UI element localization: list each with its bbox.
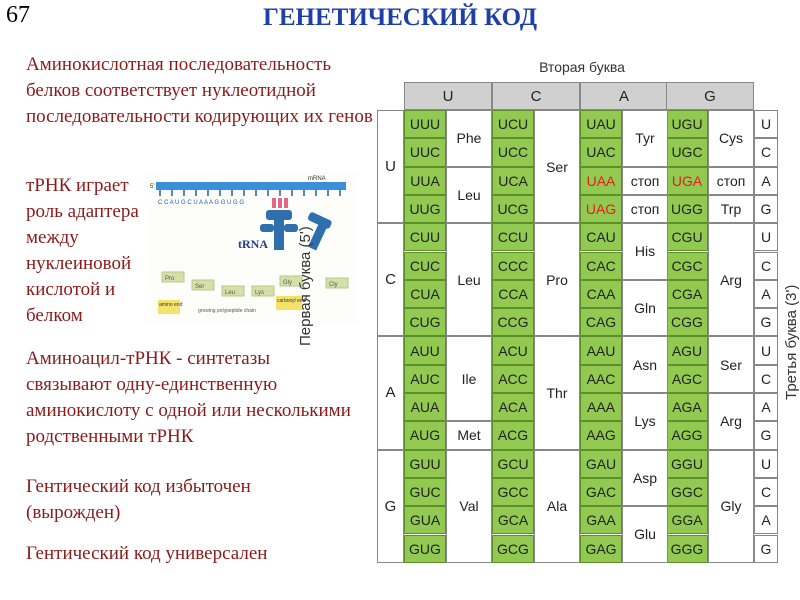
amino-acid-cell: стоп [708, 167, 754, 195]
amino-acid-cell: Thr [534, 336, 580, 449]
codon-cgc: CGC [666, 252, 708, 280]
amino-acid-cell: Met [446, 421, 492, 449]
amino-acid-cell: Ser [534, 110, 580, 223]
paragraph-trna-adapter: тРНК играет роль адаптера между нуклеиновой кислотой и белком [26, 175, 139, 326]
codon-uua: UUA [404, 167, 446, 195]
third-letter-g: G [754, 308, 778, 336]
trna-label: tRNA [238, 237, 268, 251]
trna-diagram [148, 172, 356, 324]
third-letter-u: U [754, 110, 778, 138]
codon-ugu: UGU [666, 110, 708, 138]
codon-auu: AUU [404, 336, 446, 364]
amino-acid-cell: Pro [534, 223, 580, 336]
codon-ggg: GGG [666, 535, 708, 563]
amino-acid-cell: Ala [534, 450, 580, 563]
codon-uac: UAC [580, 138, 622, 166]
second-letter-axis-label: Вторая буква [539, 59, 625, 75]
residue-3: Leu [225, 290, 236, 296]
codon-ugc: UGC [666, 138, 708, 166]
codon-uuu: UUU [404, 110, 446, 138]
amino-acid-cell: Asp [622, 450, 668, 507]
codon-aca: ACA [492, 393, 534, 421]
third-letter-a: A [754, 393, 778, 421]
page-title: ГЕНЕТИЧЕСКИЙ КОД [262, 4, 538, 31]
codon-uug: UUG [404, 195, 446, 223]
codon-cau: CAU [580, 223, 622, 251]
paragraph-code-degenerate: Гентический код избыточен (вырожден) [26, 476, 251, 523]
codon-agg: AGG [666, 421, 708, 449]
codon-ucu: UCU [492, 110, 534, 138]
codon-cca: CCA [492, 280, 534, 308]
amino-acid-cell: His [622, 223, 668, 280]
codon-aga: AGA [666, 393, 708, 421]
codon-ggc: GGC [666, 478, 708, 506]
paragraph-sequence-correspondence: Аминокислотная последовательность белков соответствует нуклеотидной последовательности кодирующих их генов [26, 54, 373, 127]
amino-acid-cell: Leu [446, 167, 492, 224]
codon-ucg: UCG [492, 195, 534, 223]
third-letter-c: C [754, 365, 778, 393]
codon-uag: UAG [580, 195, 622, 223]
codon-acg: ACG [492, 421, 534, 449]
amino-acid-cell: Phe [446, 110, 492, 167]
codon-gau: GAU [580, 450, 622, 478]
codon-uca: UCA [492, 167, 534, 195]
codon-uaa: UAA [580, 167, 622, 195]
amino-acid-cell: Lys [622, 393, 668, 450]
codon-aag: AAG [580, 421, 622, 449]
amino-acid-cell: Val [446, 450, 492, 563]
codon-gcu: GCU [492, 450, 534, 478]
first-letter-c: C [377, 223, 404, 336]
codon-gaa: GAA [580, 506, 622, 534]
second-letter-header-a: A [580, 82, 668, 110]
codon-uuc: UUC [404, 138, 446, 166]
second-letter-header-c: C [492, 82, 580, 110]
codon-ccc: CCC [492, 252, 534, 280]
codon-agc: AGC [666, 365, 708, 393]
codon-cag: CAG [580, 308, 622, 336]
third-letter-u: U [754, 450, 778, 478]
amino-acid-cell: Gly [708, 450, 754, 563]
third-letter-axis-label: Третья буква (3') [783, 284, 800, 400]
trna-figure [148, 172, 356, 324]
codon-acc: ACC [492, 365, 534, 393]
residue-6: Cly [329, 282, 338, 288]
third-letter-c: C [754, 252, 778, 280]
codon-cgg: CGG [666, 308, 708, 336]
amino-end-label: amino end [159, 302, 183, 308]
amino-acid-cell: Glu [622, 506, 668, 563]
codon-guc: GUC [404, 478, 446, 506]
carboxyl-end-label: carboxyl end [277, 298, 306, 304]
codon-ugg: UGG [666, 195, 708, 223]
amino-acid-cell: Gln [622, 280, 668, 337]
amino-acid-cell: Leu [446, 223, 492, 336]
codon-caa: CAA [580, 280, 622, 308]
chain-label: growing polypeptide chain [198, 308, 256, 314]
third-letter-g: G [754, 535, 778, 563]
third-letter-c: C [754, 478, 778, 506]
codon-cug: CUG [404, 308, 446, 336]
mrna-label: mRNA [308, 176, 326, 182]
codon-acu: ACU [492, 336, 534, 364]
five-prime-label: 5' [150, 184, 155, 190]
codon-aua: AUA [404, 393, 446, 421]
codon-gug: GUG [404, 535, 446, 563]
amino-acid-cell: Arg [708, 223, 754, 336]
codon-gcc: GCC [492, 478, 534, 506]
codon-uga: UGA [666, 167, 708, 195]
amino-acid-cell: Ile [446, 336, 492, 421]
amino-acid-cell: Arg [708, 393, 754, 450]
paragraph-aminoacyl-synthetases: Аминоацил-тРНК - синтетазы связывают одну-единственную аминокислоту с одной или несколькими родственными тРНК [26, 348, 351, 447]
third-letter-a: A [754, 167, 778, 195]
codon-gag: GAG [580, 535, 622, 563]
codon-aau: AAU [580, 336, 622, 364]
residue-1: Pro [165, 276, 175, 282]
codon-cuu: CUU [404, 223, 446, 251]
codon-cac: CAC [580, 252, 622, 280]
codon-gac: GAC [580, 478, 622, 506]
codon-ucc: UCC [492, 138, 534, 166]
amino-acid-cell: Ser [708, 336, 754, 393]
codon-cga: CGA [666, 280, 708, 308]
third-letter-g: G [754, 421, 778, 449]
codon-gua: GUA [404, 506, 446, 534]
codon-aaa: AAA [580, 393, 622, 421]
codon-ccg: CCG [492, 308, 534, 336]
amino-acid-cell: Tyr [622, 110, 668, 167]
mrna-strand [156, 182, 346, 190]
paragraph-code-universal: Гентический код универсален [26, 543, 268, 564]
codon-cgu: CGU [666, 223, 708, 251]
codon-gcg: GCG [492, 535, 534, 563]
codon-uau: UAU [580, 110, 622, 138]
amino-acid-cell: стоп [622, 167, 668, 195]
residue-4: Lys [255, 290, 265, 296]
amino-acid-cell: стоп [622, 195, 668, 223]
third-letter-c: C [754, 138, 778, 166]
codon-aac: AAC [580, 365, 622, 393]
slide-number: 67 [6, 2, 30, 28]
first-letter-axis-label: Первая буква (5') [297, 226, 314, 346]
codon-agu: AGU [666, 336, 708, 364]
codon-aug: AUG [404, 421, 446, 449]
codon-ggu: GGU [666, 450, 708, 478]
residue-2: Ser [195, 284, 205, 290]
amino-acid-cell: Trp [708, 195, 754, 223]
residue-5: Gly [283, 280, 292, 286]
amino-acid-cell: Cys [708, 110, 754, 167]
codon-guu: GUU [404, 450, 446, 478]
codon-sequence: C C A U G C U A A A G G U G G [158, 200, 245, 206]
codon-gga: GGA [666, 506, 708, 534]
amino-acid-cell: Asn [622, 336, 668, 393]
codon-cuc: CUC [404, 252, 446, 280]
third-letter-u: U [754, 223, 778, 251]
first-letter-g: G [377, 450, 404, 563]
codon-auc: AUC [404, 365, 446, 393]
codon-ccu: CCU [492, 223, 534, 251]
second-letter-header-u: U [404, 82, 492, 110]
third-letter-u: U [754, 336, 778, 364]
codon-gca: GCA [492, 506, 534, 534]
codon-cua: CUA [404, 280, 446, 308]
first-letter-u: U [377, 110, 404, 223]
third-letter-a: A [754, 280, 778, 308]
third-letter-g: G [754, 195, 778, 223]
second-letter-header-g: G [666, 82, 754, 110]
first-letter-a: A [377, 336, 404, 449]
third-letter-a: A [754, 506, 778, 534]
